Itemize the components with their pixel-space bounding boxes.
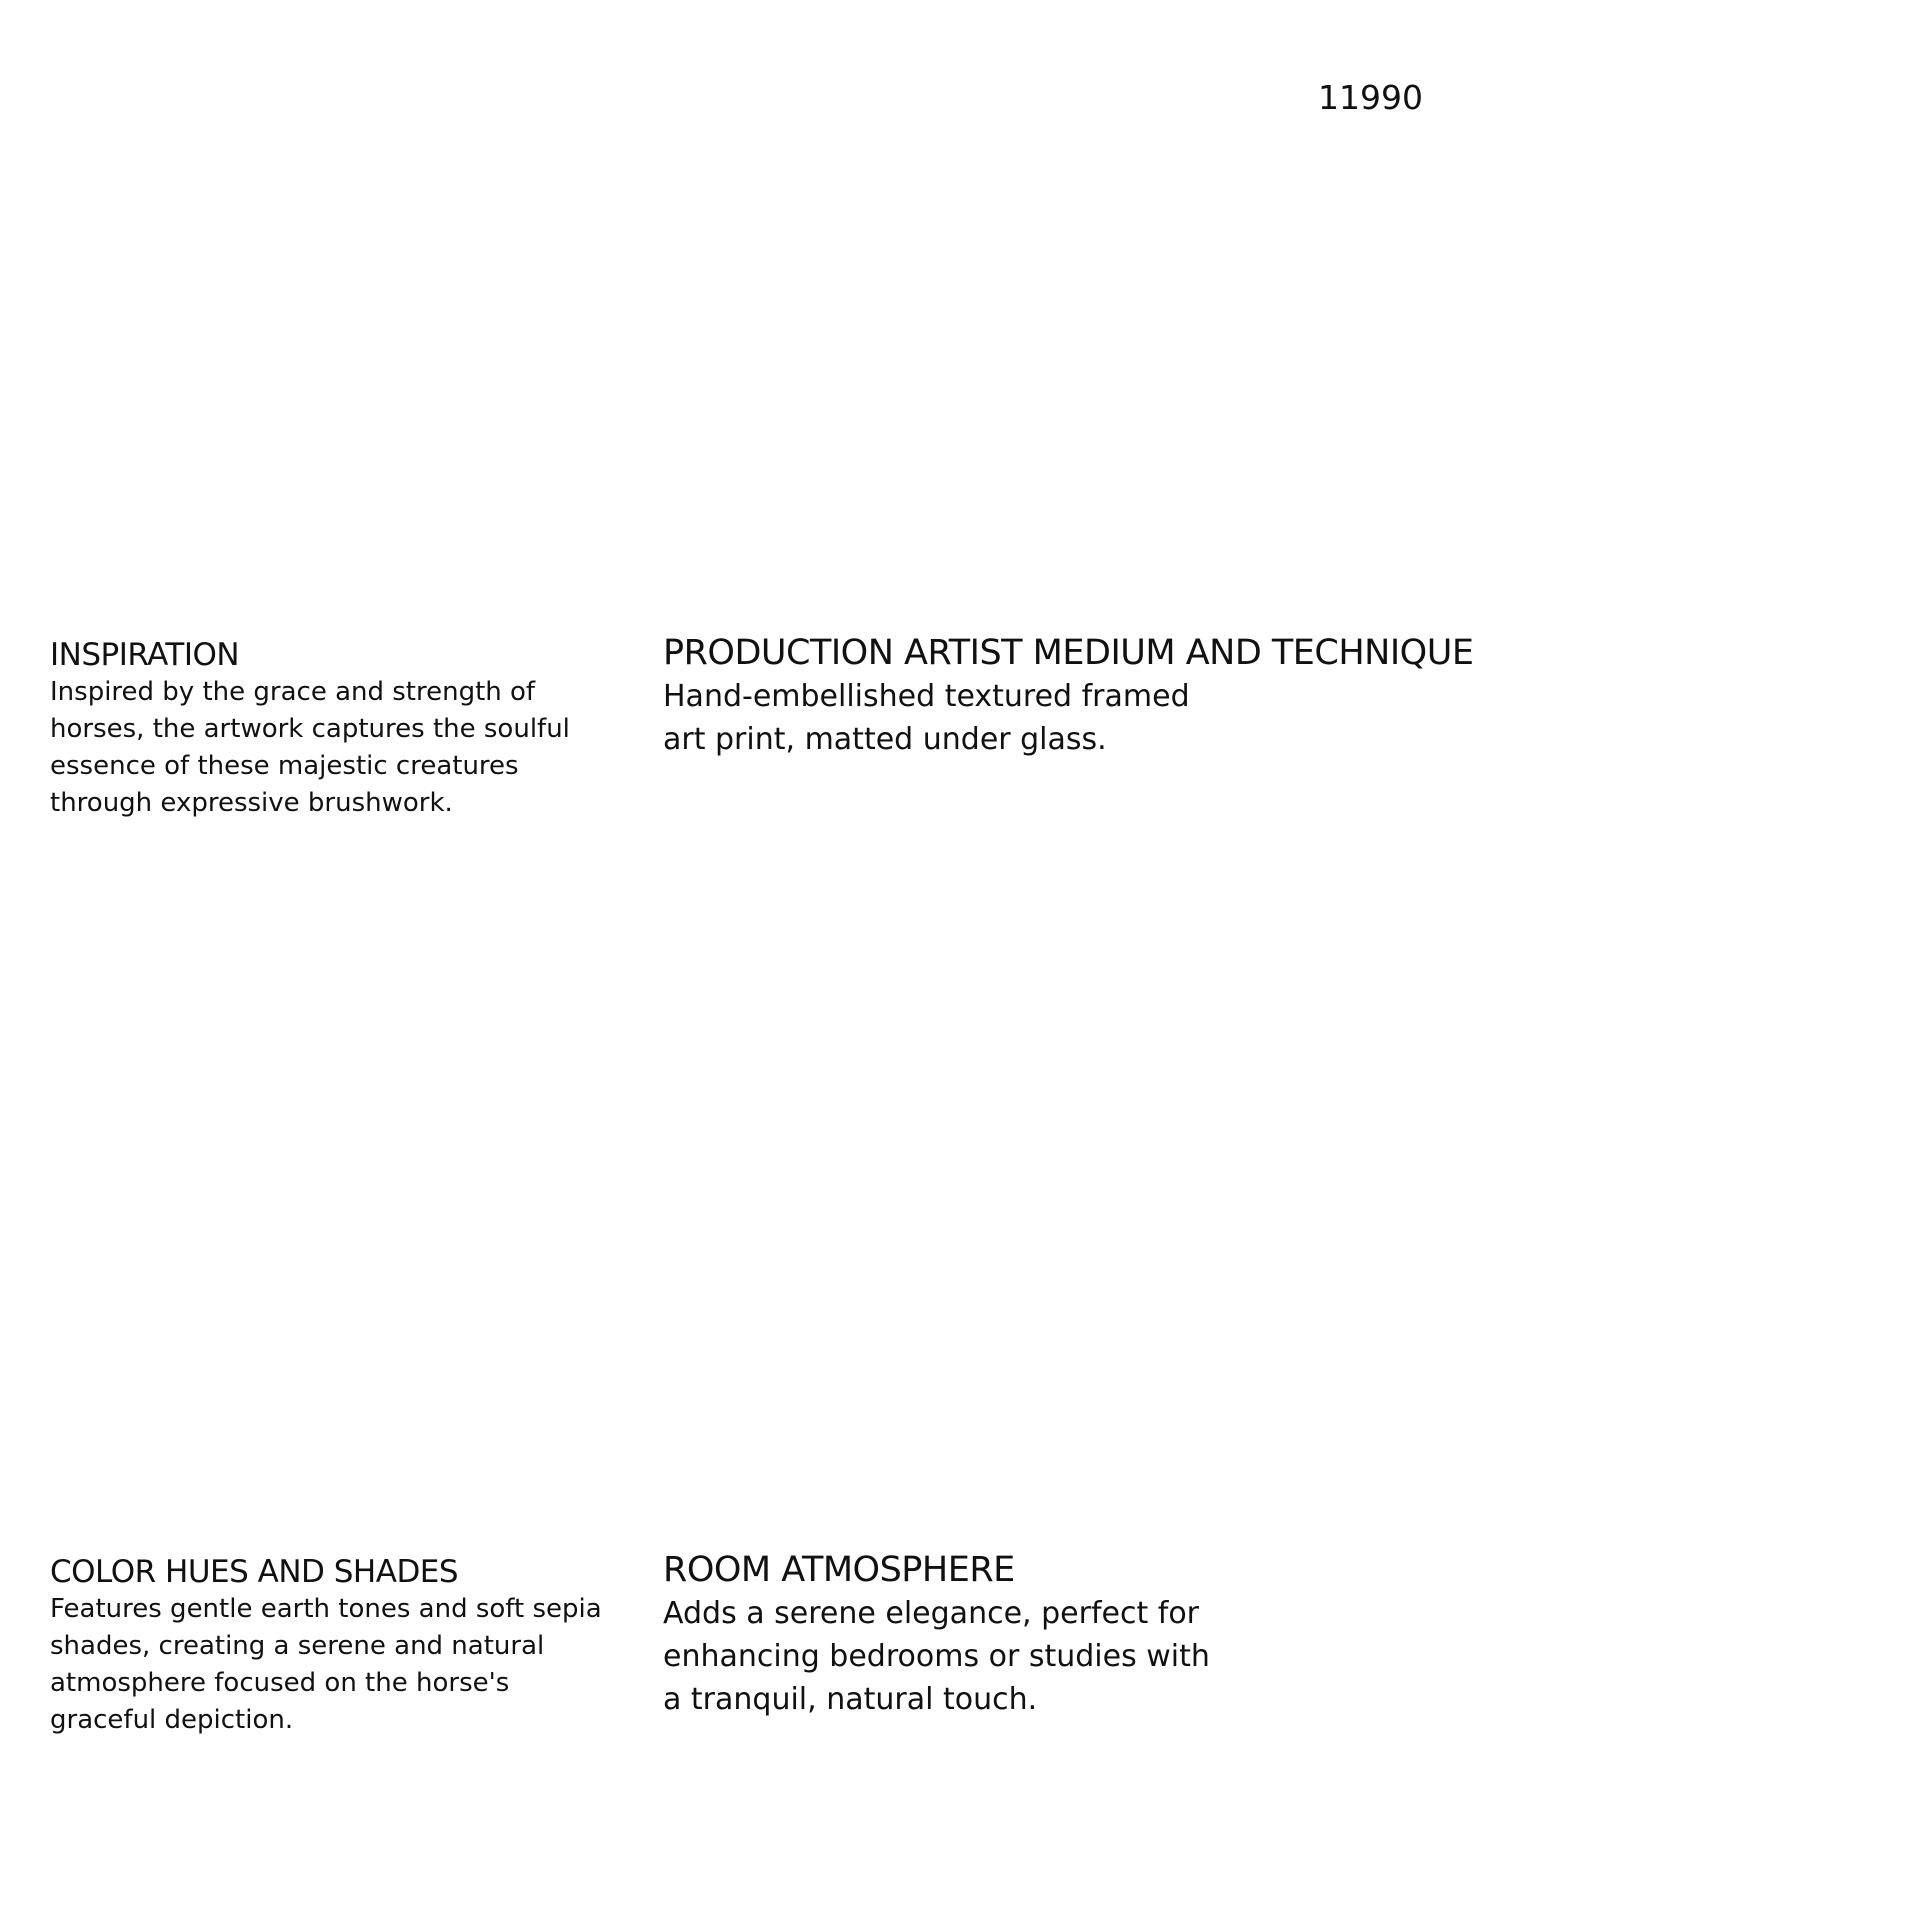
color-section <box>50 1553 620 1739</box>
production-body: Hand-embellished textured framed art print, matted under glass. <box>663 679 1190 757</box>
inspiration-section <box>50 636 620 822</box>
room-section <box>663 1548 1223 1721</box>
inspiration-heading: INSPIRATION <box>50 637 240 673</box>
production-heading: PRODUCTION ARTIST MEDIUM AND TECHNIQUE <box>663 633 1474 673</box>
room-body: Adds a serene elegance, perfect for enhancing bedrooms or studies with a tranquil, natural touch. <box>663 1596 1210 1717</box>
item-number: 11990 <box>1318 78 1423 117</box>
color-heading: COLOR HUES AND SHADES <box>50 1554 459 1590</box>
room-heading: ROOM ATMOSPHERE <box>663 1550 1015 1590</box>
production-section <box>663 631 1474 761</box>
inspiration-body: Inspired by the grace and strength of horses, the artwork captures the soulful essence of these majestic creatures through expressive brushwork. <box>50 677 570 818</box>
color-body: Features gentle earth tones and soft sepia shades, creating a serene and natural atmosphere focused on the horse's graceful depiction. <box>50 1594 602 1735</box>
